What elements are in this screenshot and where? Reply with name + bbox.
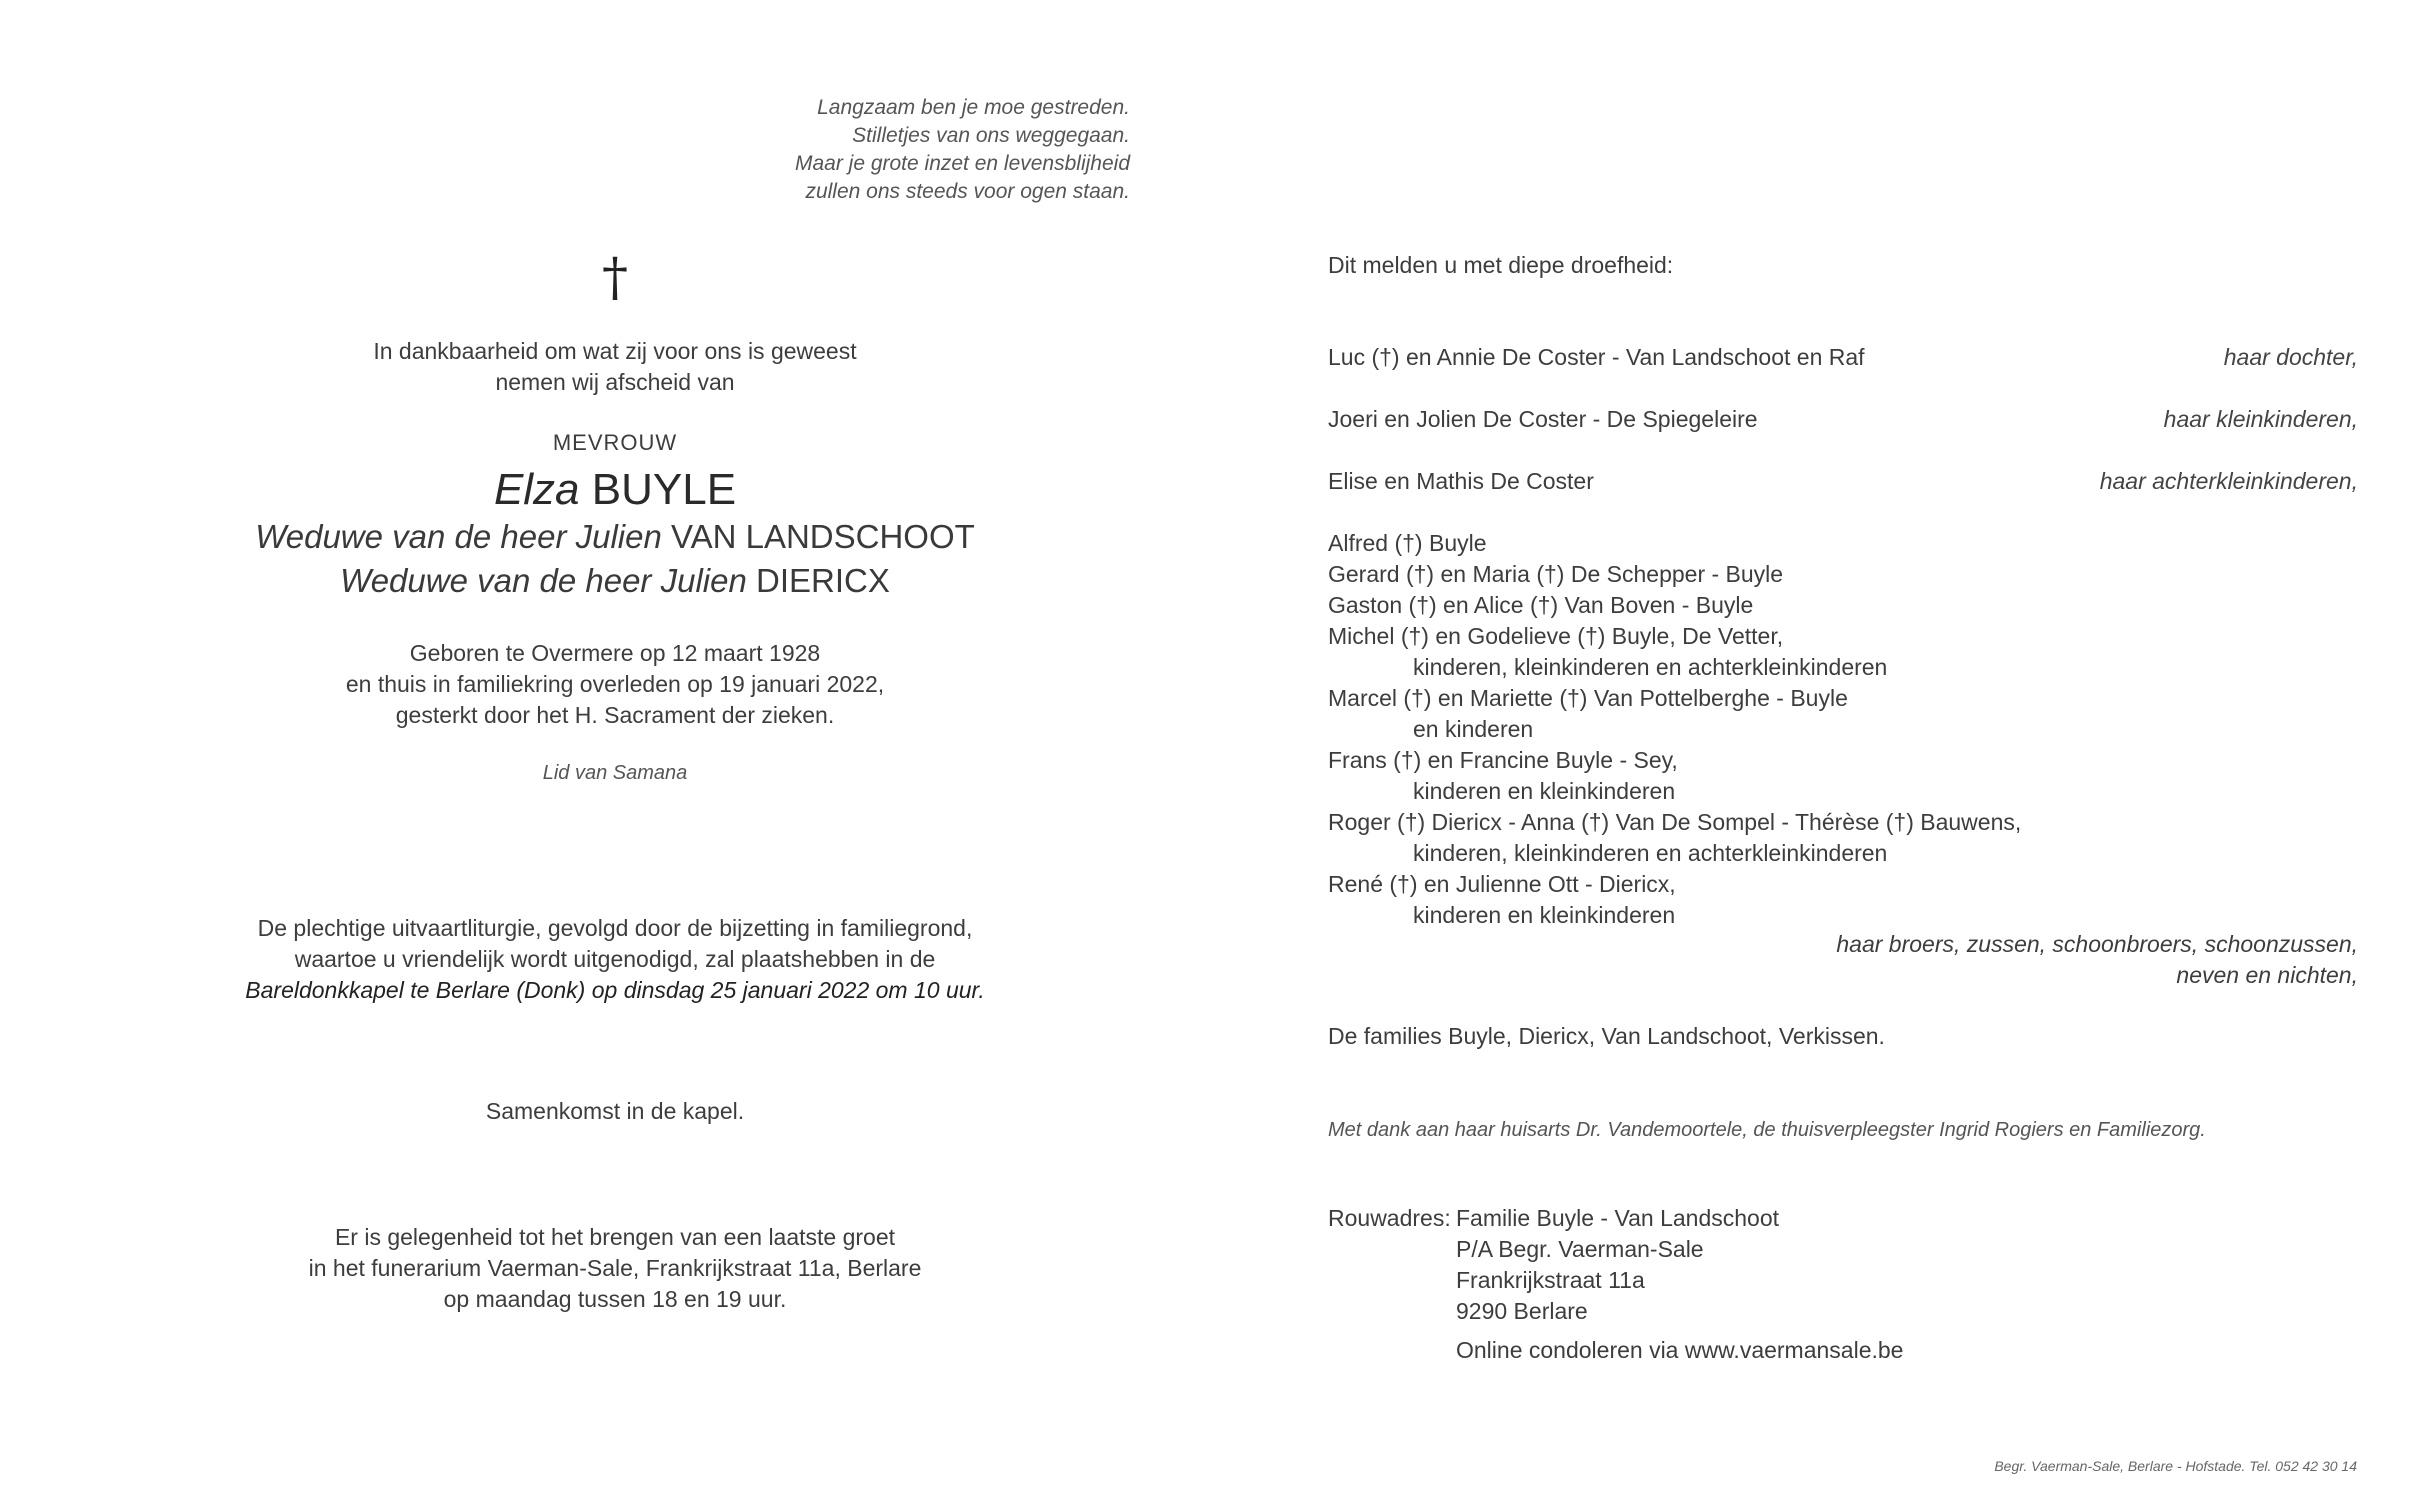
sibling-line: René (†) en Julienne Ott - Diericx, — [1328, 871, 1676, 897]
sibling-descendants: en kinderen — [1413, 716, 1534, 742]
address-line: Familie Buyle - Van Landschoot — [1456, 1205, 1780, 1231]
deceased-name — [180, 462, 1050, 518]
widow-name: VAN LANDSCHOOT — [671, 518, 975, 555]
family-role: haar dochter, — [2223, 344, 2358, 370]
intro-text — [180, 336, 1050, 398]
family-role: haar kleinkinderen, — [2163, 406, 2358, 432]
intro-line: In dankbaarheid om wat zij voor ons is geweest — [373, 338, 857, 364]
sibling-line: Gaston (†) en Alice (†) Van Boven - Buyle — [1328, 592, 1754, 618]
family-row — [1328, 404, 2358, 435]
membership: Lid van Samana — [542, 762, 688, 784]
online-condolence-link[interactable]: Online condoleren via www.vaermansale.be — [1456, 1337, 1904, 1363]
birth-death-info — [180, 638, 1050, 731]
poem — [700, 94, 1130, 206]
cross-icon: † — [602, 248, 628, 308]
visitation-info — [180, 1222, 1050, 1315]
visit-line: op maandag tussen 18 en 19 uur. — [443, 1286, 787, 1312]
info-line: gesterkt door het H. Sacrament der zieken. — [395, 702, 835, 728]
family-role: haar achterkleinkinderen, — [2099, 468, 2358, 494]
info-line: Geboren te Overmere op 12 maart 1928 — [409, 640, 821, 666]
family-names: Luc (†) en Annie De Coster - Van Landschoot en Raf — [1328, 344, 1865, 370]
address-label: Rouwadres: — [1328, 1205, 1451, 1231]
deceased-first-name: Elza — [493, 465, 580, 514]
sibling-roles — [1328, 929, 2358, 991]
widow-prefix: Weduwe van de heer Julien — [255, 518, 662, 555]
deceased-surname: BUYLE — [591, 465, 737, 514]
sibling-line: Michel (†) en Godelieve (†) Buyle, De Vetter, — [1328, 623, 1784, 649]
address-line: P/A Begr. Vaerman-Sale — [1456, 1236, 1704, 1262]
sibling-descendants: kinderen, kleinkinderen en achterkleinkinderen — [1413, 654, 1888, 680]
family-row — [1328, 342, 2358, 373]
widow-prefix: Weduwe van de heer Julien — [340, 562, 747, 599]
widow-line — [180, 559, 1050, 603]
funeral-line: De plechtige uitvaartliturgie, gevolgd door de bijzetting in familiegrond, — [257, 915, 973, 941]
sibling-descendants: kinderen en kleinkinderen — [1413, 778, 1676, 804]
visit-line: in het funerarium Vaerman-Sale, Frankrijkstraat 11a, Berlare — [308, 1255, 922, 1281]
family-names: Elise en Mathis De Coster — [1328, 468, 1594, 494]
announcement: Dit melden u met diepe droefheid: — [1328, 252, 1674, 278]
address-line: Frankrijkstraat 11a — [1456, 1267, 1645, 1293]
mourning-address — [1328, 1203, 2358, 1366]
poem-line: Stilletjes van ons weggegaan. — [852, 124, 1130, 147]
poem-line: zullen ons steeds voor ogen staan. — [805, 180, 1130, 203]
intro-line: nemen wij afscheid van — [495, 369, 735, 395]
info-line: en thuis in familiekring overleden op 19 januari 2022, — [345, 671, 885, 697]
family-names: Joeri en Jolien De Coster - De Spiegeleire — [1328, 406, 1758, 432]
poem-line: Langzaam ben je moe gestreden. — [817, 96, 1130, 119]
sibling-line: Gerard (†) en Maria (†) De Schepper - Buyle — [1328, 561, 1784, 587]
sibling-line: Alfred (†) Buyle — [1328, 530, 1487, 556]
funeral-line: waartoe u vriendelijk wordt uitgenodigd, zal plaatshebben in de — [294, 946, 936, 972]
sibling-line: Marcel (†) en Mariette (†) Van Pottelberghe - Buyle — [1328, 685, 1848, 711]
families-line: De families Buyle, Diericx, Van Landschoot, Verkissen. — [1328, 1023, 1885, 1049]
sibling-descendants: kinderen en kleinkinderen — [1413, 902, 1676, 928]
sibling-line: Roger (†) Diericx - Anna (†) Van De Sompel - Thérèse (†) Bauwens, — [1328, 809, 2022, 835]
sibling-descendants: kinderen, kleinkinderen en achterkleinkinderen — [1413, 840, 1888, 866]
siblings-list — [1328, 528, 2358, 931]
poem-line: Maar je grote inzet en levensblijheid — [794, 152, 1130, 175]
visit-line: Er is gelegenheid tot het brengen van een laatste groet — [334, 1224, 896, 1250]
address-lines — [1456, 1203, 1779, 1327]
widow-lines — [180, 515, 1050, 603]
thanks-note: Met dank aan haar huisarts Dr. Vandemoortele, de thuisverpleegster Ingrid Rogiers en Familiezorg. — [1328, 1119, 2206, 1141]
address-block — [1328, 1203, 2358, 1327]
footer-credit: Begr. Vaerman-Sale, Berlare - Hofstade. Tel. 052 42 30 14 — [1994, 1458, 2357, 1474]
gathering-note: Samenkomst in de kapel. — [485, 1098, 745, 1124]
sibling-role-line: neven en nichten, — [2176, 962, 2358, 988]
sibling-line: Frans (†) en Francine Buyle - Sey, — [1328, 747, 1678, 773]
widow-name: DIERICX — [755, 562, 890, 599]
sibling-role-line: haar broers, zussen, schoonbroers, schoonzussen, — [1836, 931, 2358, 957]
address-line: 9290 Berlare — [1456, 1298, 1588, 1324]
widow-line — [180, 515, 1050, 559]
funeral-location: Bareldonkkapel te Berlare (Donk) op dinsdag 25 januari 2022 om 10 uur. — [245, 977, 985, 1003]
honorific-title: MEVROUW — [552, 430, 678, 455]
funeral-info — [180, 913, 1050, 1006]
family-row — [1328, 466, 2358, 497]
